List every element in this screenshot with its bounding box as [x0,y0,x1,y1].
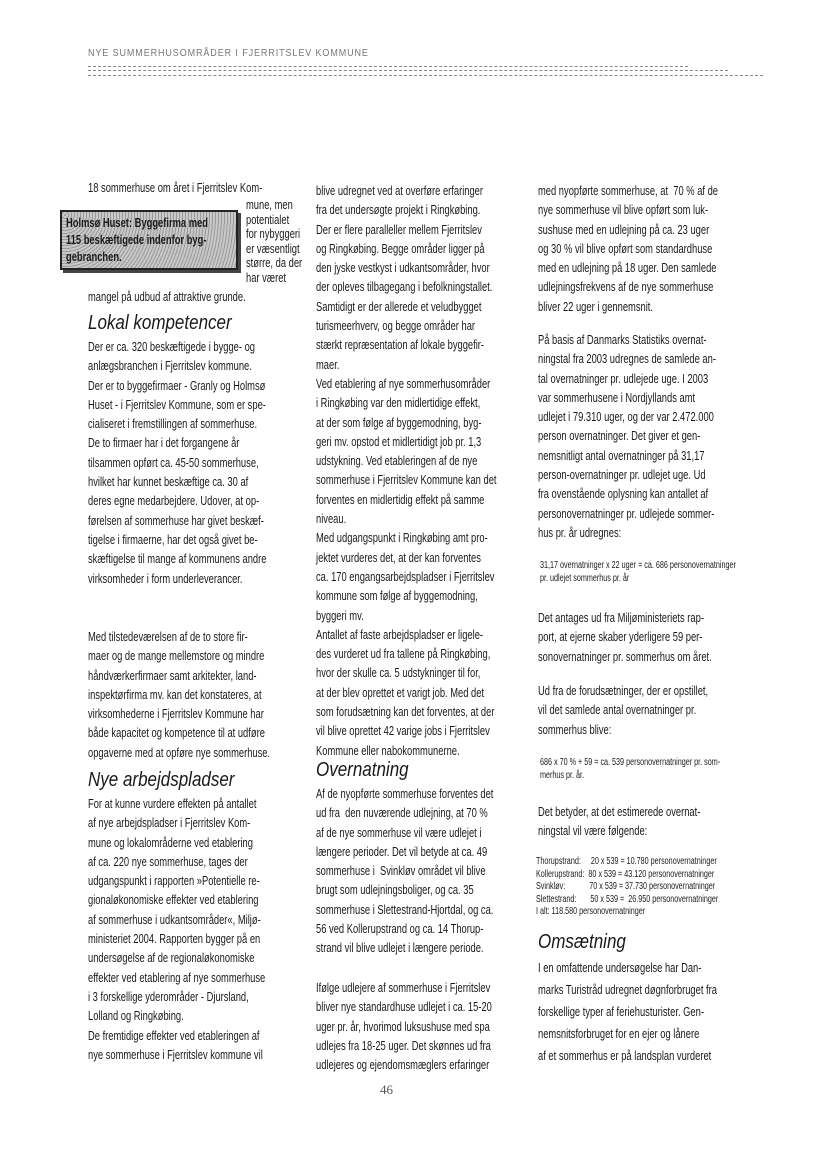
text-line: maer og de mange mellemstore og mindre [88,648,265,664]
text-line: Kommune eller nabokommunerne. [316,742,460,758]
paragraph [88,287,307,306]
caption-text [66,214,263,265]
text-line: ningstal vil være følgende: [538,823,648,839]
text-line: uger pr. år, hvorimod luksushuse med spa [316,1018,490,1034]
text-line: inspektørfirma mv. kan det konstateres, at [88,686,262,702]
text-line: og 30 % vil blive opført som standardhuse [538,240,713,256]
header-rule [88,70,728,71]
paragraph [316,978,560,1074]
text-line: De to firmaer har i det forgangene år [88,435,240,451]
text-line: sommerhuse i Fjerritslev Kommune kan det [316,472,497,488]
text-line: større, da der [246,255,303,270]
text-line: undersøgelse af de regionaløkonomiske [88,950,255,966]
paragraph [538,608,779,666]
text-line: nye sommerhuse i Fjerritslev kommune vil [88,1046,263,1062]
text-line: og Ringkøbing. Begge områder ligger på [316,240,485,256]
paragraph [316,784,562,958]
text-line: for nybyggeri [246,226,301,241]
text-line: jektet vurderes det, at der kan forventes [316,549,481,565]
text-line: ca. 170 engangsarbejdspladser i Fjerritslev [316,568,495,584]
text-line: For at kunne vurdere effekten på antallet [88,796,257,811]
text-line: personovernatninger pr. udlejede sommer- [538,505,715,521]
text-line: 31,17 overnatninger x 22 uger = ca. 686 personovernatninger [540,560,736,571]
text-line: Lolland og Ringkøbing. [88,1008,184,1024]
text-line: Ifølge udlejere af sommerhuse i Fjerritslev [316,980,491,995]
text-line: nemsnitligt antal overnatninger på 31,17 [538,447,705,463]
text-line: bliver nye standardhuse udlejet i ca. 15-20 [316,999,492,1015]
text-line: niveau. [316,511,347,527]
text-line: De fremtidige effekter ved etableringen af [88,1027,260,1043]
paragraph [88,178,330,197]
text-line: i Ringkøbing var den midlertidige effekt, [316,395,481,411]
text-line: 18 sommerhuse om året i Fjerritslev Kom- [88,180,263,195]
text-line: fra ovenstående oplysning kan antallet af [538,486,709,502]
text-line: virksomhederne i Fjerritslev Kommune har [88,706,264,722]
text-line: sommerhuse i Svinkløv området vil blive [316,863,486,879]
text-line: af et sommerhus er på landsplan vurderet [538,1048,712,1063]
text-line: Svinkløv: 70 x 539 = 37.730 personovernatninger [536,881,716,892]
text-line: Der er flere paralleller mellem Fjerritslev [316,221,482,237]
text-line: ud fra den nuværende udlejning, at 70 % [316,805,488,821]
text-line: sonovernatninger pr. sommerhus om året. [538,648,712,664]
text-line: maer. [316,356,340,372]
text-line: Med udgangspunkt i Ringkøbing amt pro- [316,530,488,546]
text-line: udlejeres og ejendomsmæglers erfaringer [316,1057,490,1073]
text-line: var sommerhusene i Nordjyllands amt [538,389,696,405]
text-line: udlejningsfrekvens af de nye sommerhuse [538,279,714,295]
text-line: Samtidigt er der allerede et veludbygget [316,298,482,314]
header-rule [88,66,688,67]
paragraph [538,802,763,841]
text-line: tal overnatninger pr. udlejede uge. I 2003 [538,370,709,386]
text-line: af de nye sommerhuse vil være udlejet i [316,824,482,840]
paragraph [316,181,567,760]
text-line: håndværkerfirmaer samt arkitekter, land- [88,667,257,683]
text-line: strand vil blive udlejet i længere periode. [316,940,484,956]
text-line: person overnatninger. Det giver et gen- [538,428,701,444]
formula [540,757,790,782]
text-line: cialiseret i fremstillingen af sommerhuse. [88,416,258,432]
paragraph [88,794,334,1064]
text-line: virksomheder i form underleverancer. [88,570,243,586]
text-line: både kapacitet og kompetence til at udføre [88,725,265,741]
text-line: Kollerupstrand: 80 x 539 = 43.120 personovernatninger [536,868,715,880]
text-line: udlejes fra 18-25 uger. Det skønnes ud fra [316,1037,491,1053]
text-line: sushuse med en udlejning på ca. 23 uger [538,221,710,237]
text-line: I alt: 118.580 personovernatninger [536,906,646,917]
page-number: 46 [380,1082,393,1097]
text-line: nemsnitsforbruget for en ejer og lånere [538,1026,700,1041]
text-line: Af de nyopførte sommerhuse forventes det [316,786,494,801]
text-line: forskellige typer af feriehusturister. Gen- [538,1004,704,1019]
text-line: gionaløkonomiske effekter ved etablering [88,892,259,908]
text-line: vil det samlede antal overnatninger pr. [538,702,697,718]
text-line: nye sommerhuse vil blive opført som luk- [538,202,709,218]
text-line: opgaverne med at opføre nye sommerhuse. [88,744,271,760]
text-line: vil blive oprettet 42 varige jobs i Fjerritslev [316,723,490,739]
text-line: brugt som udlejningsboliger, og ca. 35 [316,882,474,898]
text-line: person-overnatninger pr. udlejet uge. Ud [538,467,706,483]
paragraph [538,957,787,1067]
text-line: turismeerhverv, og begge områder har [316,318,476,334]
formula [540,560,812,585]
paragraph [88,337,336,588]
text-line: anlægsbranchen i Fjerritslev kommune. [88,358,252,374]
text-line: i 3 forskellige yderområder - Djursland, [88,988,249,1004]
text-line: af sommerhuse i udkantsområder«, Miljø- [88,911,261,927]
text-line: Huset - i Fjerritslev Kommune, som er spe- [88,396,266,412]
text-line: sommerhuse i Slettestrand-Hjortdal, og ca. [316,901,494,917]
text-line: hvilket har kunnet beskæftige ca. 30 af [88,474,249,490]
text-line: merhus pr. år. [540,769,585,781]
text-line: port, at ejerne skaber yderligere 59 per- [538,629,703,645]
text-line: marks Turistråd udregnet døgnforbruget fra [538,982,717,997]
text-line: tilsammen opført ca. 45-50 sommerhuse, [88,454,259,470]
text-line: mune, men [246,197,293,212]
text-line: geri mv. opstod et midlertidigt job pr. 1,3 [316,433,482,449]
text-line: potentialet [246,211,290,227]
text-line: stærkt repræsentation af lokale byggefir- [316,337,485,353]
text-line: længere perioder. Det vil betyde at ca. 49 [316,843,488,859]
text-line: Holmsø Huset: Byggefirma med [66,215,208,230]
text-line: Der er ca. 320 beskæftigede i bygge- og [88,339,256,354]
text-line: der opleves tilbagegang i befolkningstallet. [316,279,493,295]
section-heading: Lokal kompetencer [88,312,232,334]
paragraph-wrapped [246,198,324,285]
text-line: førelsen af sommerhuse har givet beskæf- [88,512,264,528]
section-heading: Nye arbejdspladser [88,769,235,791]
text-line: hus pr. år udregnes: [538,524,622,540]
text-line: Ud fra de forudsætninger, der er opstillet, [538,683,709,698]
text-line: er væsentligt [246,240,300,256]
text-line: hvor der skulle ca. 5 udstykninger til for, [316,665,481,681]
text-line: som forudsætning kan det forventes, at der [316,704,495,720]
text-line: at der blev oprettet et varigt job. Med det [316,684,485,700]
text-line: med nyopførte sommerhuse, at 70 % af de [538,183,719,198]
text-line: kommune som følge af byggemodning, [316,588,478,604]
text-line: af nye arbejdspladser i Fjerritslev Kom- [88,815,251,831]
text-line: 115 beskæftigede indenfor byg- [66,232,207,247]
text-line: 686 x 70 % + 59 = ca. 539 personovernatninger pr. som- [540,757,721,768]
text-line: forventes en midlertidig effekt på samme [316,491,485,507]
text-line: ministeriet 2004. Rapporten bygger på en [88,931,261,947]
text-line: 56 ved Kollerupstrand og ca. 14 Thorup- [316,921,484,937]
text-line: har været [246,269,287,285]
text-line: mune og lokalområderne ved etablering [88,834,253,850]
text-line: Det betyder, at det estimerede overnat- [538,804,701,819]
text-line: deres egne medarbejdere. Udover, at op- [88,493,260,509]
section-heading: Overnatning [316,759,409,781]
header-rule [88,75,763,76]
text-line: Slettestrand: 50 x 539 = 26.950 personovernatninger [536,893,719,905]
paragraph [538,681,774,739]
paragraph [88,627,341,762]
text-line: tigelse i firmaerne, har det også givet be- [88,531,258,547]
text-line: pr. udlejet sommerhus pr. år [540,572,630,584]
text-line: den jyske vestkyst i udkantsområder, hvor [316,260,490,276]
text-line: Med tilstedeværelsen af de to store fir- [88,629,248,644]
section-heading: Omsætning [538,931,626,953]
text-line: Ved etablering af nye sommerhusområder [316,375,491,391]
text-line: I en omfattende undersøgelse har Dan- [538,960,702,975]
text-line: af ca. 220 nye sommerhuse, tages der [88,853,248,869]
text-line: Thorupstrand: 20 x 539 = 10.780 personovernatninger [536,856,717,867]
text-line: blive udregnet ved at overføre erfaringer [316,183,484,198]
paragraph [538,181,788,316]
text-line: udstykning. Ved etableringen af de nye [316,453,478,469]
text-line: at der som følge af byggemodning, byg- [316,414,482,430]
text-line: På basis af Danmarks Statistiks overnat- [538,332,707,347]
text-line: des vurderet ud fra tallene på Ringkøbing, [316,646,491,662]
paragraph [538,330,785,542]
text-line: Det antages ud fra Miljøministeriets rap- [538,610,704,625]
running-header: NYE SUMMERHUSOMRÅDER I FJERRITSLEV KOMMUNE [88,48,369,59]
text-line: byggeri mv. [316,607,364,623]
text-line: skæftigelse til mange af kommunens andre [88,551,267,567]
text-line: fra det undersøgte projekt i Ringkøbing. [316,202,481,218]
text-line: Der er to byggefirmaer - Granly og Holmsø [88,377,266,393]
text-line: Antallet af faste arbejdspladser er ligele- [316,626,484,642]
text-line: med en udlejning på 18 uger. Den samlede [538,260,717,276]
text-line: gebranchen. [66,249,122,264]
text-line: udgangspunkt i rapporten »Potentielle re- [88,873,260,889]
text-line: mangel på udbud af attraktive grunde. [88,289,246,304]
text-line: udlejet i 79.310 uger, og der var 2.472.000 [538,409,714,425]
text-line: ningstal fra 2003 udregnes de samlede an- [538,351,716,367]
text-line: sommerhus blive: [538,721,612,737]
text-line: effekter ved etablering af nye sommerhuse [88,969,266,985]
photo-caption-box [60,210,238,270]
text-line: bliver 22 uger i gennemsnit. [538,298,653,314]
overnight-table [536,856,789,919]
